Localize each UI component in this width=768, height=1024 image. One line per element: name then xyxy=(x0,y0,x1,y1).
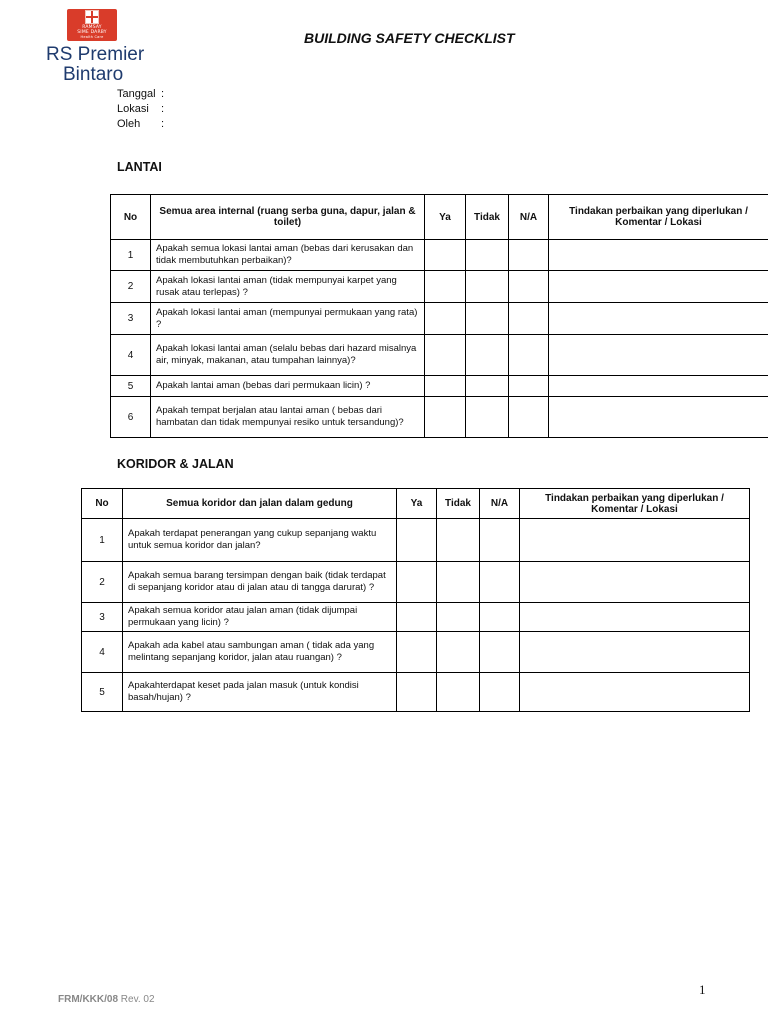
table-row xyxy=(82,603,750,632)
header-tidak: Tidak xyxy=(437,489,480,519)
koridor-table xyxy=(81,488,750,712)
row-question: Apakah semua koridor atau jalan aman (tidak dijumpai permukaan yang licin) ? xyxy=(123,603,397,632)
ya-cell[interactable] xyxy=(425,397,466,438)
tindakan-cell[interactable] xyxy=(520,673,750,712)
tindakan-cell[interactable] xyxy=(520,603,750,632)
row-question: Apakah semua barang tersimpan dengan baik (tidak terdapat di sepanjang koridor atau di jalan atau di tangga darurat) ? xyxy=(123,562,397,603)
header-na: N/A xyxy=(509,195,549,240)
ya-cell[interactable] xyxy=(425,303,466,335)
ya-cell[interactable] xyxy=(425,376,466,397)
row-number: 4 xyxy=(82,632,123,673)
row-number: 2 xyxy=(82,562,123,603)
logo-badge xyxy=(67,9,117,41)
na-cell[interactable] xyxy=(509,303,549,335)
header-tindakan: Tindakan perbaikan yang diperlukan / Komentar / Lokasi xyxy=(549,195,768,240)
row-number: 5 xyxy=(82,673,123,712)
tidak-cell[interactable] xyxy=(466,376,509,397)
row-number: 1 xyxy=(82,519,123,562)
tindakan-cell[interactable] xyxy=(549,271,768,303)
ya-cell[interactable] xyxy=(397,603,437,632)
table-header-row xyxy=(111,195,768,240)
tidak-cell[interactable] xyxy=(437,562,480,603)
tindakan-cell[interactable] xyxy=(520,519,750,562)
meta-sep: : xyxy=(161,103,165,115)
tidak-cell[interactable] xyxy=(466,335,509,376)
meta-label: Lokasi xyxy=(117,103,149,115)
tidak-cell[interactable] xyxy=(437,632,480,673)
table-row xyxy=(82,673,750,712)
meta-label: Tanggal xyxy=(117,88,156,100)
table-row xyxy=(82,562,750,603)
tidak-cell[interactable] xyxy=(466,397,509,438)
header-tidak: Tidak xyxy=(466,195,509,240)
row-question: Apakah lokasi lantai aman (mempunyai permukaan yang rata) ? xyxy=(151,303,425,335)
tindakan-cell[interactable] xyxy=(520,562,750,603)
tidak-cell[interactable] xyxy=(437,603,480,632)
row-question: Apakah lantai aman (bebas dari permukaan licin) ? xyxy=(151,376,425,397)
header-question: Semua koridor dan jalan dalam gedung xyxy=(123,489,397,519)
ya-cell[interactable] xyxy=(425,271,466,303)
na-cell[interactable] xyxy=(480,519,520,562)
meta-tanggal xyxy=(117,88,164,100)
meta-sep: : xyxy=(161,118,165,130)
na-cell[interactable] xyxy=(480,632,520,673)
row-question: Apakah tempat berjalan atau lantai aman ( bebas dari hambatan dan tidak mempunyai resiko untuk tersandung)? xyxy=(151,397,425,438)
tindakan-cell[interactable] xyxy=(549,303,768,335)
row-number: 3 xyxy=(82,603,123,632)
ya-cell[interactable] xyxy=(397,673,437,712)
logo-emblem-icon xyxy=(85,10,99,24)
logo-text-3: Health Care xyxy=(80,35,104,39)
row-number: 6 xyxy=(111,397,151,438)
table-row xyxy=(111,303,768,335)
row-number: 1 xyxy=(111,240,151,271)
row-question: Apakahterdapat keset pada jalan masuk (untuk kondisi basah/hujan) ? xyxy=(123,673,397,712)
na-cell[interactable] xyxy=(509,335,549,376)
row-question: Apakah lokasi lantai aman (tidak mempunyai karpet yang rusak atau terlepas) ? xyxy=(151,271,425,303)
lantai-table xyxy=(110,194,768,438)
tidak-cell[interactable] xyxy=(466,303,509,335)
meta-sep: : xyxy=(161,88,165,100)
row-question: Apakah ada kabel atau sambungan aman ( tidak ada yang melintang sepanjang koridor, jalan atau ruangan) ? xyxy=(123,632,397,673)
row-number: 3 xyxy=(111,303,151,335)
row-question: Apakah terdapat penerangan yang cukup sepanjang waktu untuk semua koridor dan jalan? xyxy=(123,519,397,562)
meta-label: Oleh xyxy=(117,118,141,130)
brand-name-line2: Bintaro xyxy=(63,64,124,85)
na-cell[interactable] xyxy=(480,673,520,712)
row-question: Apakah lokasi lantai aman (selalu bebas dari hazard misalnya air, minyak, makanan, atau tumpahan lainnya)? xyxy=(151,335,425,376)
page-number: 1 xyxy=(699,982,706,997)
tidak-cell[interactable] xyxy=(466,240,509,271)
na-cell[interactable] xyxy=(480,603,520,632)
table-row xyxy=(82,632,750,673)
header-no: No xyxy=(82,489,123,519)
table-row xyxy=(111,397,768,438)
row-question: Apakah semua lokasi lantai aman (bebas dari kerusakan dan tidak membutuhkan perbaikan)? xyxy=(151,240,425,271)
table-row xyxy=(111,271,768,303)
ya-cell[interactable] xyxy=(425,240,466,271)
ya-cell[interactable] xyxy=(397,562,437,603)
na-cell[interactable] xyxy=(480,562,520,603)
header-no: No xyxy=(111,195,151,240)
ya-cell[interactable] xyxy=(397,519,437,562)
tindakan-cell[interactable] xyxy=(549,240,768,271)
footer-code xyxy=(58,994,155,1005)
logo-text-1: RAMSAY xyxy=(82,25,102,30)
na-cell[interactable] xyxy=(509,376,549,397)
tindakan-cell[interactable] xyxy=(549,335,768,376)
tindakan-cell[interactable] xyxy=(549,397,768,438)
logo-text-2: SIME DARBY xyxy=(77,30,107,35)
row-number: 2 xyxy=(111,271,151,303)
na-cell[interactable] xyxy=(509,240,549,271)
brand-name-line1: RS Premier xyxy=(46,44,145,65)
header-ya: Ya xyxy=(425,195,466,240)
header-ya: Ya xyxy=(397,489,437,519)
na-cell[interactable] xyxy=(509,271,549,303)
table-row xyxy=(111,240,768,271)
ya-cell[interactable] xyxy=(397,632,437,673)
table-row xyxy=(111,376,768,397)
ya-cell[interactable] xyxy=(425,335,466,376)
meta-oleh xyxy=(117,118,164,130)
tidak-cell[interactable] xyxy=(437,673,480,712)
section-title-koridor: KORIDOR & JALAN xyxy=(117,457,234,471)
row-number: 5 xyxy=(111,376,151,397)
revision: Rev. 02 xyxy=(120,994,155,1005)
meta-lokasi xyxy=(117,103,164,115)
table-row xyxy=(111,335,768,376)
tindakan-cell[interactable] xyxy=(549,376,768,397)
table-header-row xyxy=(82,489,750,519)
form-code: FRM/KKK/08 xyxy=(58,994,119,1005)
table-row xyxy=(82,519,750,562)
header-question: Semua area internal (ruang serba guna, dapur, jalan & toilet) xyxy=(151,195,425,240)
section-title-lantai: LANTAI xyxy=(117,160,162,174)
header-tindakan: Tindakan perbaikan yang diperlukan / Komentar / Lokasi xyxy=(520,489,750,519)
tidak-cell[interactable] xyxy=(466,271,509,303)
tidak-cell[interactable] xyxy=(437,519,480,562)
document-title: BUILDING SAFETY CHECKLIST xyxy=(304,30,515,46)
tindakan-cell[interactable] xyxy=(520,632,750,673)
header-na: N/A xyxy=(480,489,520,519)
na-cell[interactable] xyxy=(509,397,549,438)
row-number: 4 xyxy=(111,335,151,376)
